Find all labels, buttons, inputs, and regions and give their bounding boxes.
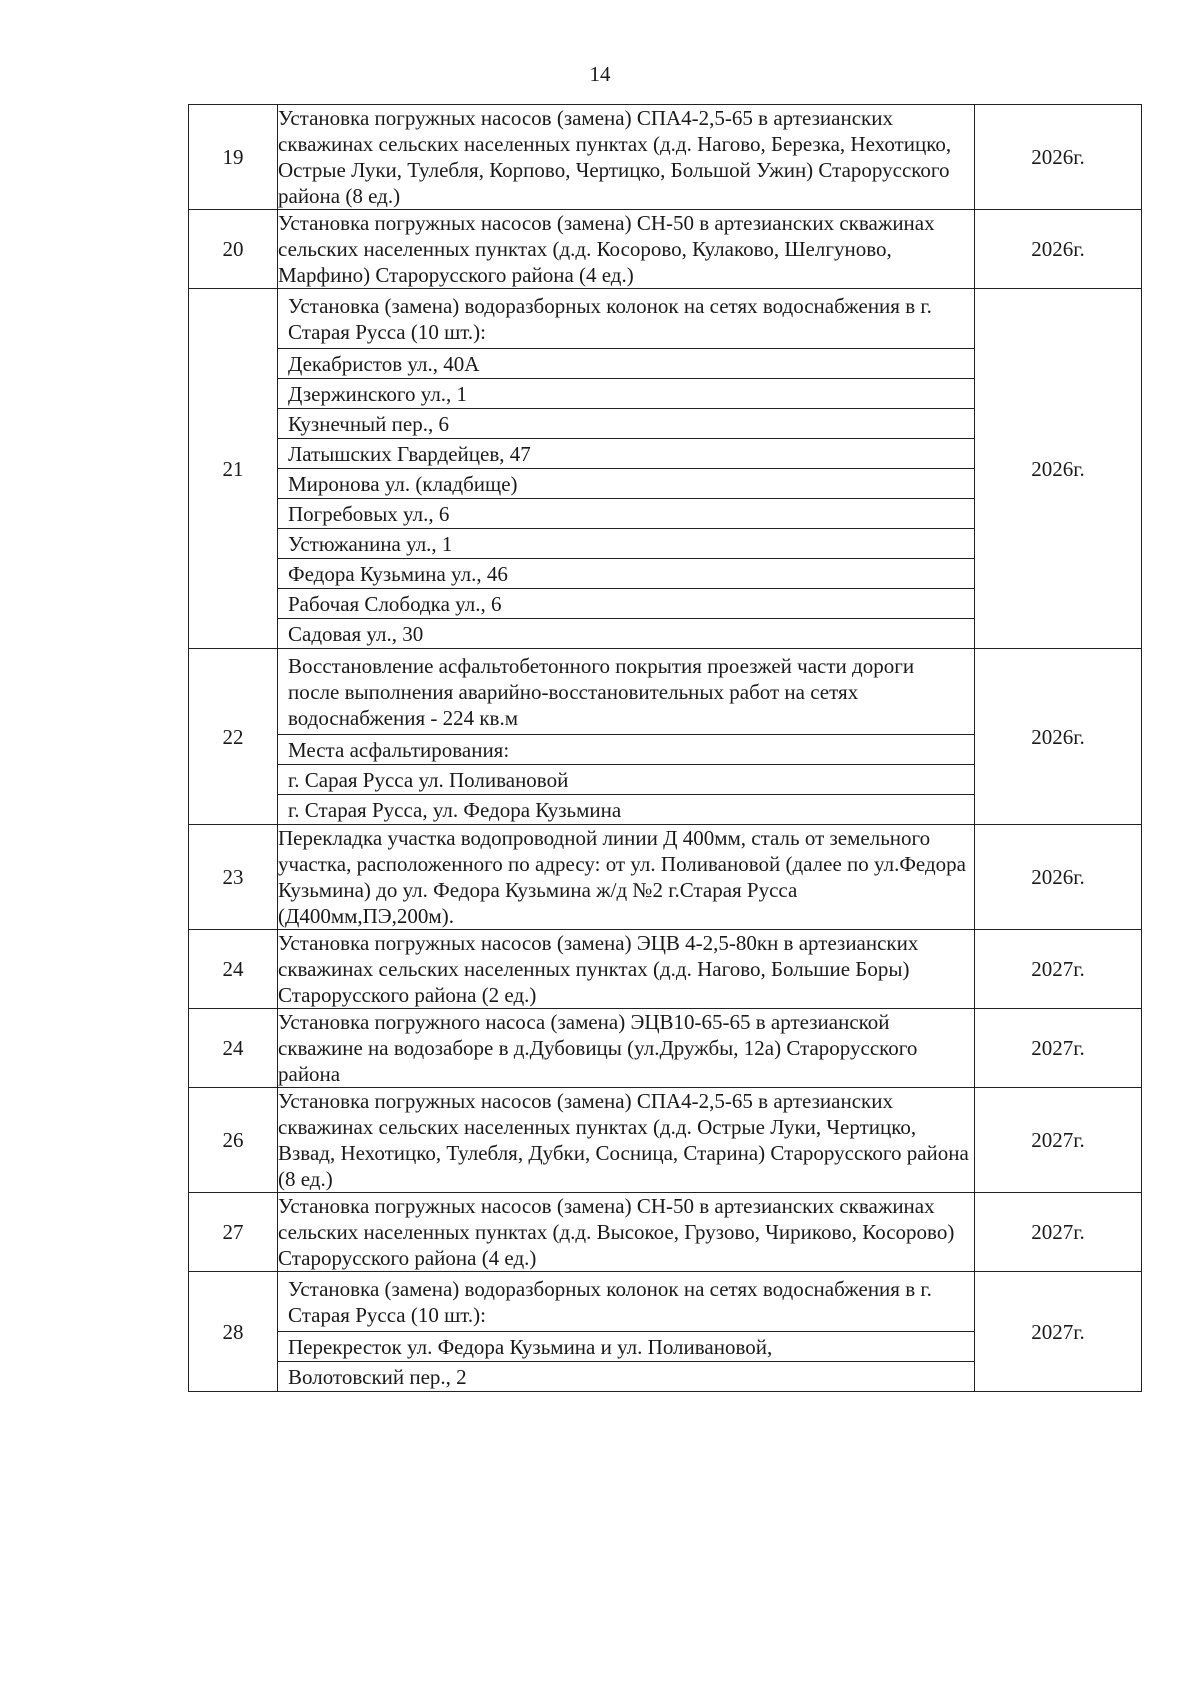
page-number: 14 bbox=[589, 62, 611, 86]
table-row bbox=[189, 930, 1142, 1009]
row-year: 2026г. bbox=[975, 105, 1142, 210]
table-row bbox=[189, 1193, 1142, 1272]
row-year: 2026г. bbox=[975, 210, 1142, 289]
row-number: 26 bbox=[189, 1088, 278, 1193]
description-heading: Восстановление асфальтобетонного покрытия проезжей части дороги после выполнения аварийно-восстановительных работ на сетях водоснабжения - 224 кв.м bbox=[278, 649, 974, 735]
address-item: г. Сарая Русса ул. Поливановой bbox=[278, 765, 974, 795]
row-description: Установка погружного насоса (замена) ЭЦВ10-65-65 в артезианской скважине на водозаборе в д.Дубовицы (ул.Дружбы, 12а) Старорусского района bbox=[278, 1009, 975, 1088]
row-number: 28 bbox=[189, 1272, 278, 1392]
row-number: 21 bbox=[189, 289, 278, 649]
row-number: 24 bbox=[189, 1009, 278, 1088]
row-year: 2027г. bbox=[975, 1193, 1142, 1272]
address-item: Волотовский пер., 2 bbox=[288, 1365, 467, 1389]
address-item: Устюжанина ул., 1 bbox=[278, 529, 974, 559]
row-description: Перекладка участка водопроводной линии Д 400мм, сталь от земельного участка, расположенного по адресу: от ул. Поливановой (далее по ул.Федора Кузьмина) до ул. Федора Кузьмина ж/д №2 г.Старая Русса (Д400мм,ПЭ,200м). bbox=[278, 825, 975, 930]
address-item: г. Старая Русса, ул. Федора Кузьмина bbox=[288, 798, 622, 822]
table-row bbox=[189, 1088, 1142, 1193]
table-row bbox=[189, 1009, 1142, 1088]
works-table bbox=[188, 104, 1142, 1392]
row-year: 2026г. bbox=[975, 649, 1142, 825]
address-item: Миронова ул. (кладбище) bbox=[278, 469, 974, 499]
row-description: Установка погружных насосов (замена) ЭЦВ 4-2,5-80кн в артезианских скважинах сельских населенных пунктах (д.д. Нагово, Большие Боры) Старорусского района (2 ед.) bbox=[278, 930, 975, 1009]
row-description: Установка погружных насосов (замена) СПА4-2,5-65 в артезианских скважинах сельских населенных пунктах (д.д. Острые Луки, Чертицко, Взвад, Нехотицко, Тулебля, Дубки, Сосница, Старина) Старорусского района (8 ед.) bbox=[278, 1088, 975, 1193]
row-year: 2026г. bbox=[975, 825, 1142, 930]
row-year: 2027г. bbox=[975, 1272, 1142, 1392]
row-description: Установка погружных насосов (замена) СПА4-2,5-65 в артезианских скважинах сельских населенных пунктах (д.д. Нагово, Березка, Нехотицко, Острые Луки, Тулебля, Корпово, Чертицко, Большой Ужин) Старорусского района (8 ед.) bbox=[278, 105, 975, 210]
row-description bbox=[278, 1272, 975, 1392]
table-row bbox=[189, 105, 1142, 210]
row-description: Установка погружных насосов (замена) СН-50 в артезианских скважинах сельских населенных пунктах (д.д. Косорово, Кулаково, Шелгуново, Марфино) Старорусского района (4 ед.) bbox=[278, 210, 975, 289]
row-number: 23 bbox=[189, 825, 278, 930]
row-description: Установка погружных насосов (замена) СН-50 в артезианских скважинах сельских населенных пунктах (д.д. Высокое, Грузово, Чириково, Косорово) Старорусского района (4 ед.) bbox=[278, 1193, 975, 1272]
row-year: 2027г. bbox=[975, 1009, 1142, 1088]
address-item: Перекресток ул. Федора Кузьмина и ул. Поливановой, bbox=[278, 1332, 974, 1362]
address-item: Латышских Гвардейцев, 47 bbox=[278, 439, 974, 469]
address-item: Погребовых ул., 6 bbox=[278, 499, 974, 529]
row-year: 2026г. bbox=[975, 289, 1142, 649]
address-item: Дзержинского ул., 1 bbox=[278, 379, 974, 409]
table-row bbox=[189, 1272, 1142, 1392]
description-heading: Установка (замена) водоразборных колонок на сетях водоснабжения в г. Старая Русса (10 шт.): bbox=[278, 1272, 974, 1332]
address-item: Места асфальтирования: bbox=[278, 735, 974, 765]
table-row bbox=[189, 825, 1142, 930]
address-item: Садовая ул., 30 bbox=[288, 622, 424, 646]
row-number: 20 bbox=[189, 210, 278, 289]
table-row bbox=[189, 289, 1142, 649]
row-number: 19 bbox=[189, 105, 278, 210]
address-item: Рабочая Слободка ул., 6 bbox=[278, 589, 974, 619]
address-item: Федора Кузьмина ул., 46 bbox=[278, 559, 974, 589]
row-description bbox=[278, 649, 975, 825]
address-item: Декабристов ул., 40А bbox=[278, 349, 974, 379]
row-number: 22 bbox=[189, 649, 278, 825]
table-row bbox=[189, 649, 1142, 825]
table-row bbox=[189, 210, 1142, 289]
description-heading: Установка (замена) водоразборных колонок на сетях водоснабжения в г. Старая Русса (10 шт.): bbox=[278, 289, 974, 349]
row-description bbox=[278, 289, 975, 649]
address-item: Кузнечный пер., 6 bbox=[278, 409, 974, 439]
row-number: 24 bbox=[189, 930, 278, 1009]
row-number: 27 bbox=[189, 1193, 278, 1272]
row-year: 2027г. bbox=[975, 930, 1142, 1009]
row-year: 2027г. bbox=[975, 1088, 1142, 1193]
